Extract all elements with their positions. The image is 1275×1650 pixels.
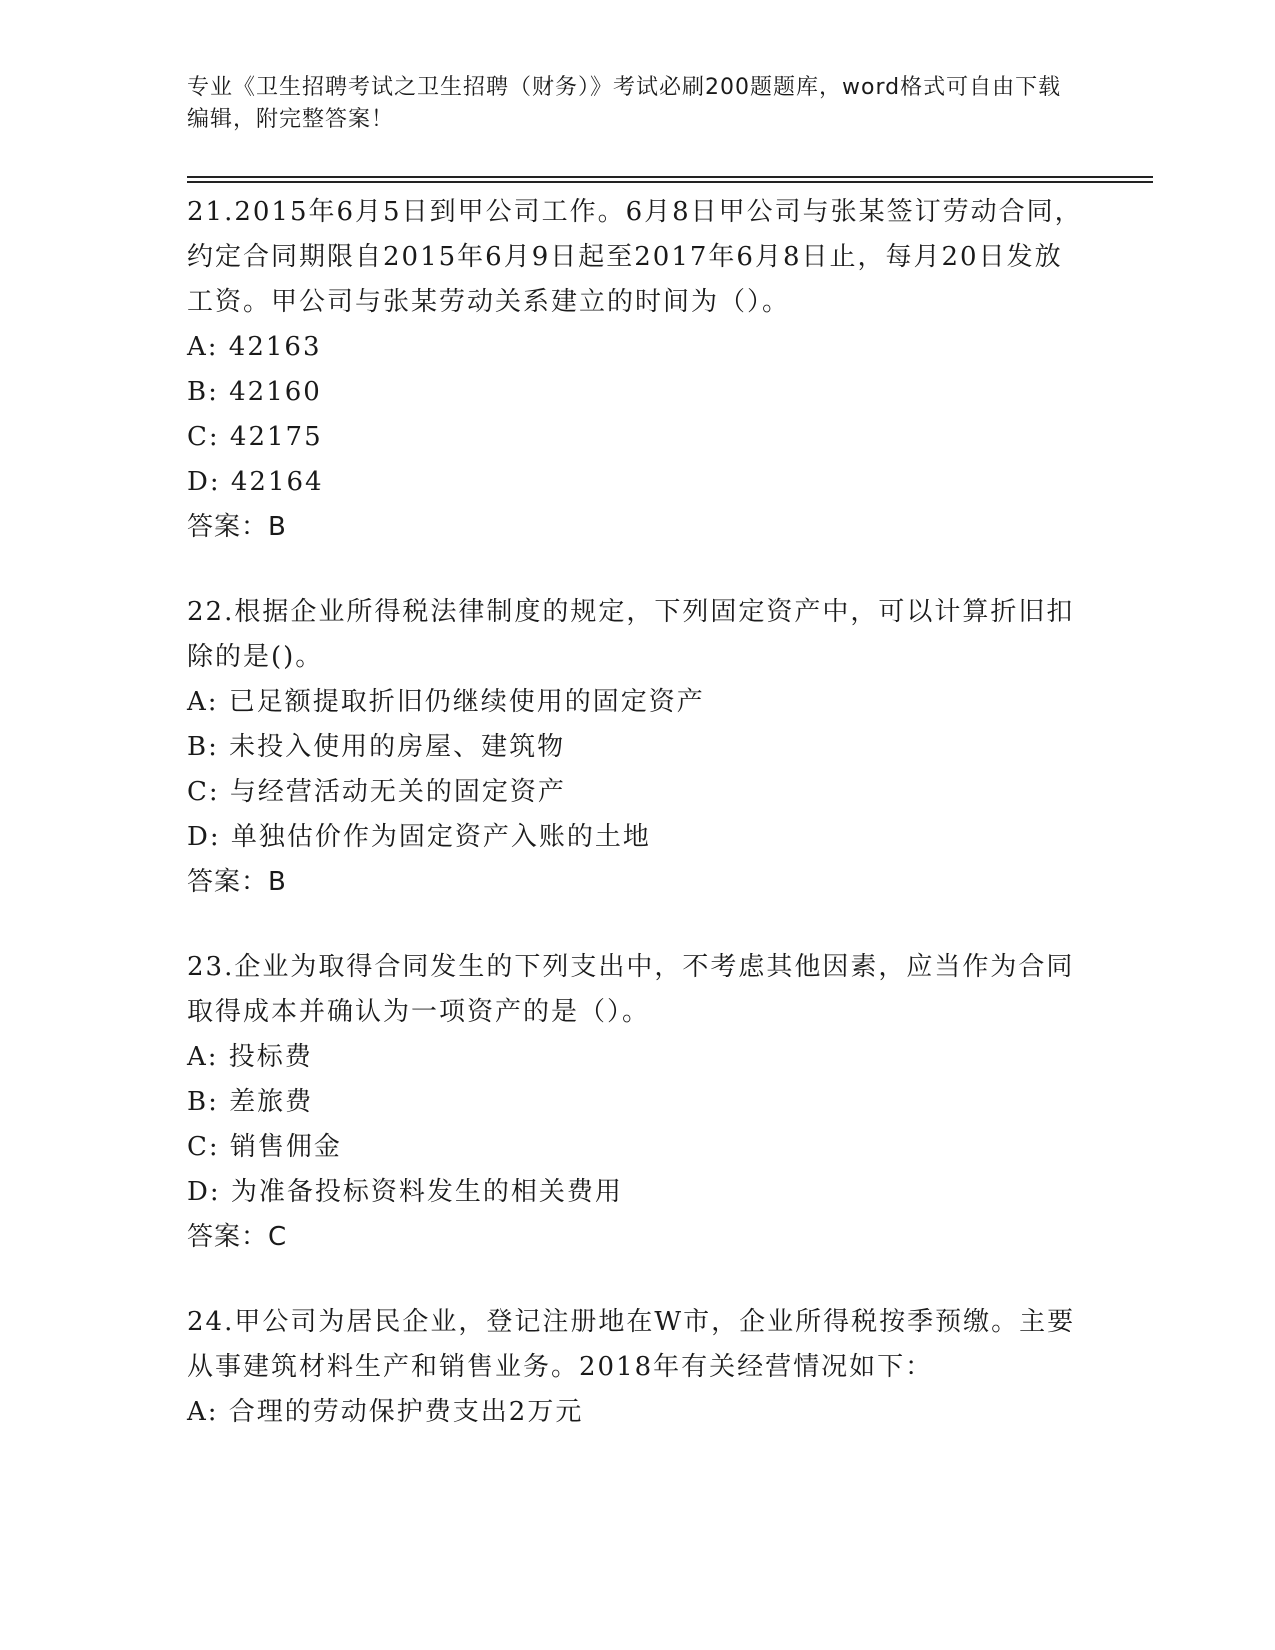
- option-d: D: 单独估价作为固定资产入账的土地: [187, 822, 651, 852]
- option-a: A: 42163: [187, 332, 322, 362]
- document-header: 专业《卫生招聘考试之卫生招聘（财务）》考试必刷200题题库，word格式可自由下载编辑，附完整答案！: [187, 75, 1062, 132]
- question-text: 23.企业为取得合同发生的下列支出中，不考虑其他因素，应当作为合同取得成本并确认为一项资产的是（）。: [187, 952, 1075, 1027]
- question-23: [187, 945, 1087, 1260]
- question-24: [187, 1300, 1087, 1435]
- option-c: C: 与经营活动无关的固定资产: [187, 777, 566, 807]
- option-c: C: 销售佣金: [187, 1132, 342, 1162]
- option-c: C: 42175: [187, 422, 323, 452]
- option-b: B: 差旅费: [187, 1087, 314, 1117]
- option-a: A: 投标费: [187, 1042, 313, 1072]
- option-b: B: 42160: [187, 377, 322, 407]
- answer: 答案：C: [187, 1222, 288, 1252]
- option-d: D: 为准备投标资料发生的相关费用: [187, 1177, 623, 1207]
- header-rule-bottom: [187, 181, 1153, 183]
- answer: 答案：B: [187, 867, 287, 897]
- header-rule-top: [187, 176, 1153, 178]
- question-text: 21.2015年6月5日到甲公司工作。6月8日甲公司与张某签订劳动合同，约定合同期限自2015年6月9日起至2017年6月8日止，每月20日发放工资。甲公司与张某劳动关系建立的时间为（）。: [187, 197, 1083, 317]
- answer: 答案：B: [187, 512, 287, 542]
- option-a: A: 已足额提取折旧仍继续使用的固定资产: [187, 687, 705, 717]
- question-text: 24.甲公司为居民企业，登记注册地在W市，企业所得税按季预缴。主要从事建筑材料生产和销售业务。2018年有关经营情况如下：: [187, 1307, 1076, 1382]
- option-d: D: 42164: [187, 467, 324, 497]
- option-a: A: 合理的劳动保护费支出2万元: [187, 1397, 584, 1427]
- question-22: [187, 590, 1087, 905]
- question-21: [187, 190, 1087, 550]
- question-text: 22.根据企业所得税法律制度的规定，下列固定资产中，可以计算折旧扣除的是()。: [187, 597, 1075, 672]
- question-list: [187, 190, 1087, 1475]
- option-b: B: 未投入使用的房屋、建筑物: [187, 732, 566, 762]
